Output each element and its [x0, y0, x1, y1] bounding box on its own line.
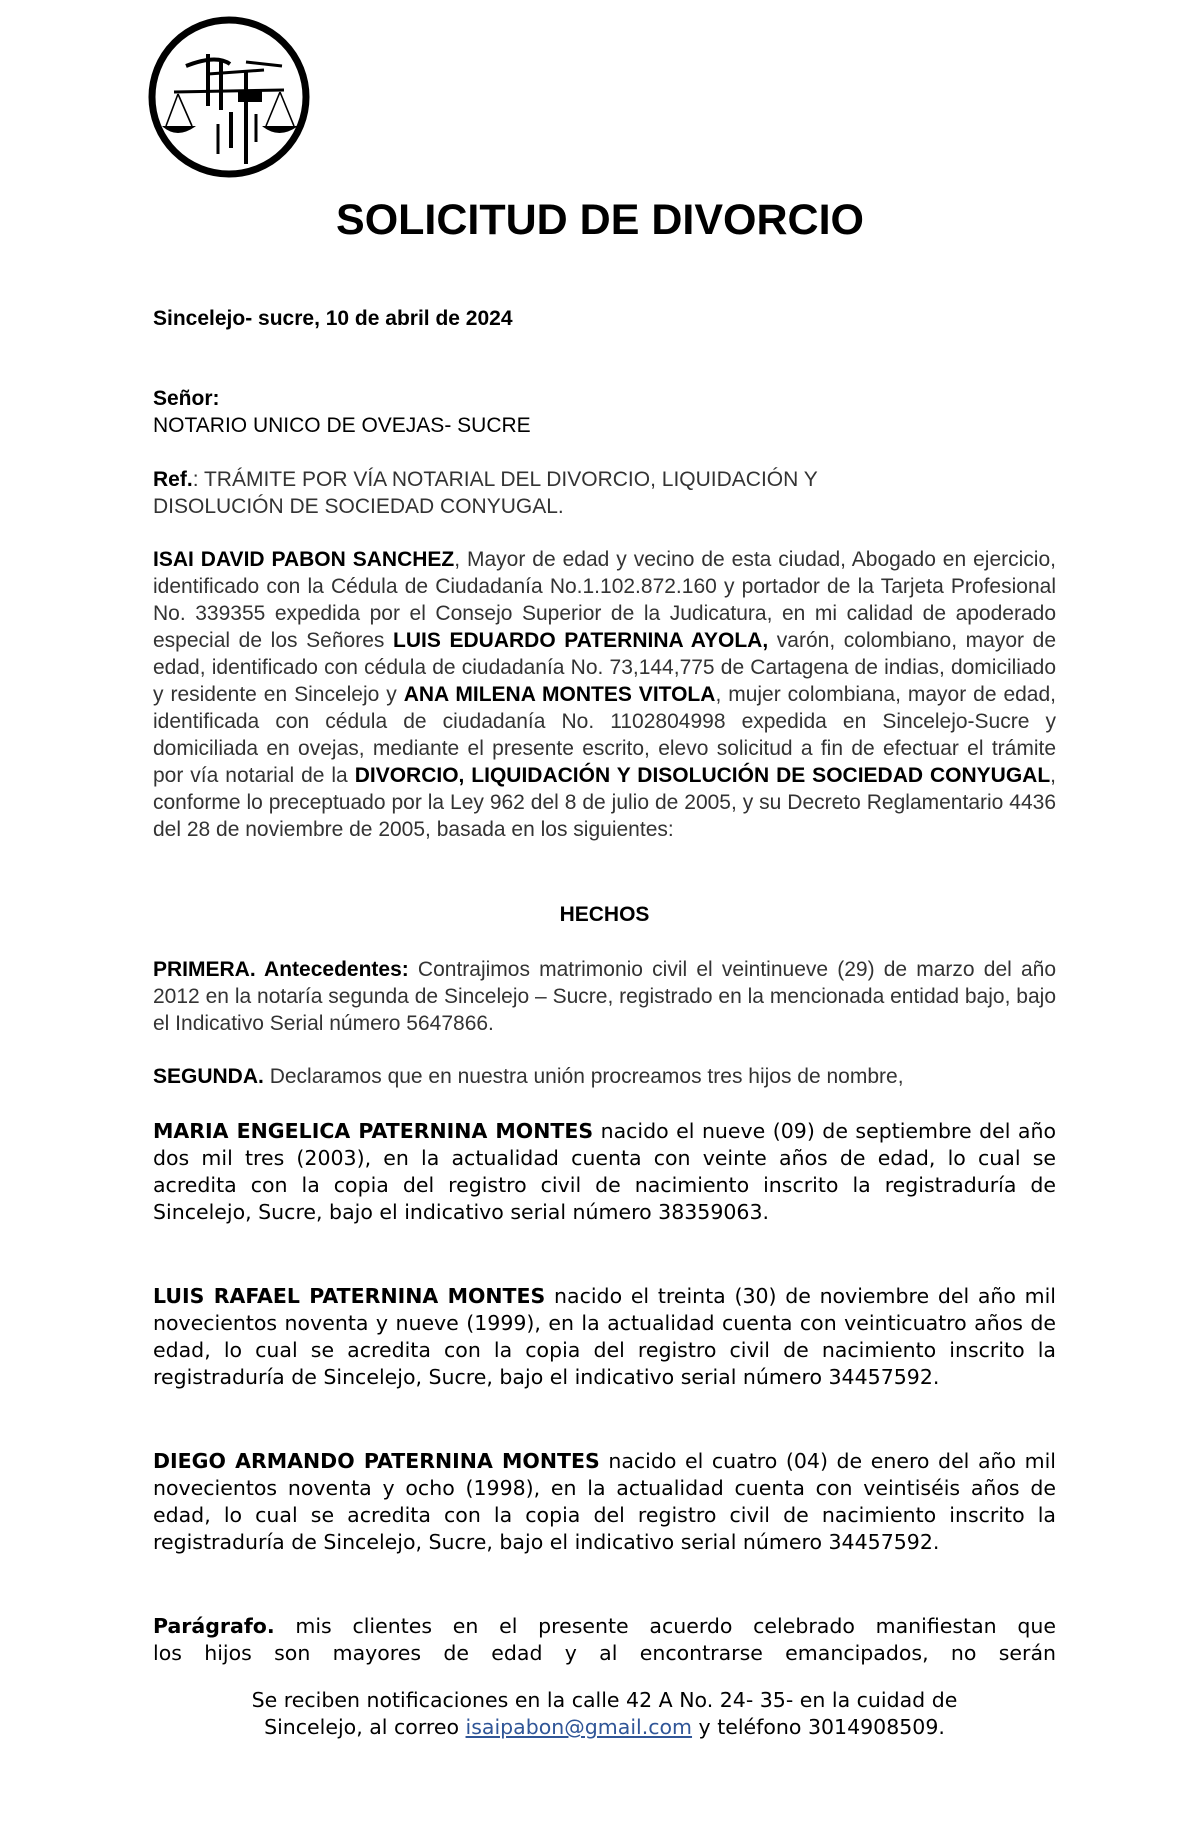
salutation: Señor: — [153, 387, 220, 410]
fact-segunda: SEGUNDA. Declaramos que en nuestra unión procreamos tres hijos de nombre, — [153, 1065, 904, 1088]
recipient-name: NOTARIO UNICO DE OVEJAS- SUCRE — [153, 414, 531, 437]
child-name: LUIS RAFAEL PATERNINA MONTES — [153, 1284, 546, 1308]
footer-line-2: Sincelejo, al correo isaipabon@gmail.com y teléfono 3014908509. — [264, 1715, 945, 1739]
reference-text-2: DISOLUCIÓN DE SOCIEDAD CONYUGAL. — [153, 495, 564, 518]
child-3: DIEGO ARMANDO PATERNINA MONTES nacido el cuatro (04) de enero del año mil novecientos noventa y ocho (1998), en la actualidad cuenta con veintiséis años de edad, lo cual se acredita con la copia del registro civil de nacimiento inscrito la registraduría de Sincelejo, Sucre, bajo el indicativo serial número 34457592. — [153, 1449, 1057, 1554]
child-name: MARIA ENGELICA PATERNINA MONTES — [153, 1119, 594, 1143]
segunda-label: SEGUNDA. — [153, 1065, 264, 1088]
lawyer-name: ISAI DAVID PABON SANCHEZ — [153, 548, 455, 571]
child-name: DIEGO ARMANDO PATERNINA MONTES — [153, 1449, 600, 1473]
footer-notice — [153, 1687, 1056, 1741]
reference-label: Ref. — [153, 468, 193, 491]
child-2: LUIS RAFAEL PATERNINA MONTES nacido el treinta (30) de noviembre del año mil novecientos noventa y nueve (1999), en la actualidad cuenta con veinticuatro años de edad, lo cual se acredita con la copia del registro civil de nacimiento inscrito la registraduría de Sincelejo, Sucre, bajo el indicativo serial número 34457592. — [153, 1284, 1057, 1389]
client-1-name: LUIS EDUARDO PATERNINA AYOLA, — [393, 629, 769, 652]
intro-paragraph: ISAI DAVID PABON SANCHEZ, Mayor de edad y vecino de esta ciudad, Abogado en ejercicio, identificado con la Cédula de Ciudadanía No.1.102.872.160 y portador de la Tarjeta Profesional No. 339355 expedida por el Consejo Superior de la Judicatura, en mi calidad de apoderado especial de los Señores LUIS EDUARDO PATERNINA AYOLA, varón, colombiano, mayor de edad, identificado con cédula de ciudadanía No. 73,144,775 de Cartagena de indias, domiciliado y residente en Sincelejo y ANA MILENA MONTES VITOLA, mujer colombiana, mayor de edad, identificada con cédula de ciudadanía No. 1102804998 expedida en Sincelejo-Sucre y domiciliada en ovejas, mediante el presente escrito, elevo solicitud a fin de efectuar el trámite por vía notarial de la DIVORCIO, LIQUIDACIÓN Y DISOLUCIÓN DE SOCIEDAD CONYUGAL, conforme lo preceptuado por la Ley 962 del 8 de julio de 2005, y su Decreto Reglamentario 4436 del 28 de noviembre de 2005, basada en los siguientes: — [153, 548, 1057, 841]
procedure-name: DIVORCIO, LIQUIDACIÓN Y DISOLUCIÓN DE SOCIEDAD CONYUGAL — [354, 764, 1051, 787]
primera-label: PRIMERA. Antecedentes: — [153, 958, 409, 981]
fact-primera: PRIMERA. Antecedentes: Contrajimos matrimonio civil el veintinueve (29) de marzo del año 2012 en la notaría segunda de Sincelejo – Sucre, registrado en la mencionada entidad bajo, bajo el Indicativo Serial número 5647866. — [153, 958, 1056, 1035]
paragrafo-label: Parágrafo. — [153, 1614, 275, 1638]
section-heading: HECHOS — [559, 903, 650, 926]
email-link[interactable]: isaipabon@gmail.com — [465, 1715, 693, 1739]
client-2-name: ANA MILENA MONTES VITOLA — [403, 683, 716, 706]
reference-text-1: : TRÁMITE POR VÍA NOTARIAL DEL DIVORCIO, LIQUIDACIÓN Y — [192, 468, 818, 491]
scales-of-justice-logo — [146, 14, 312, 180]
footer-line-1: Se reciben notificaciones en la calle 42 A No. 24- 35- en la cuidad de — [251, 1688, 958, 1712]
reference — [153, 466, 1056, 520]
paragrafo: Parágrafo. mis clientes en el presente acuerdo celebrado manifiestan que los hijos son mayores de edad y al encontrarse emancipados, no serán — [153, 1614, 1056, 1665]
recipient — [153, 385, 1056, 439]
document-title: SOLICITUD DE DIVORCIO — [336, 196, 864, 244]
child-1: MARIA ENGELICA PATERNINA MONTES nacido el nueve (09) de septiembre del año dos mil tres (2003), en la actualidad cuenta con veinte años de edad, lo cual se acredita con la copia del registro civil de nacimiento inscrito la registraduría de Sincelejo, Sucre, bajo el indicativo serial número 38359063. — [153, 1119, 1056, 1224]
date-line: Sincelejo- sucre, 10 de abril de 2024 — [153, 307, 513, 330]
